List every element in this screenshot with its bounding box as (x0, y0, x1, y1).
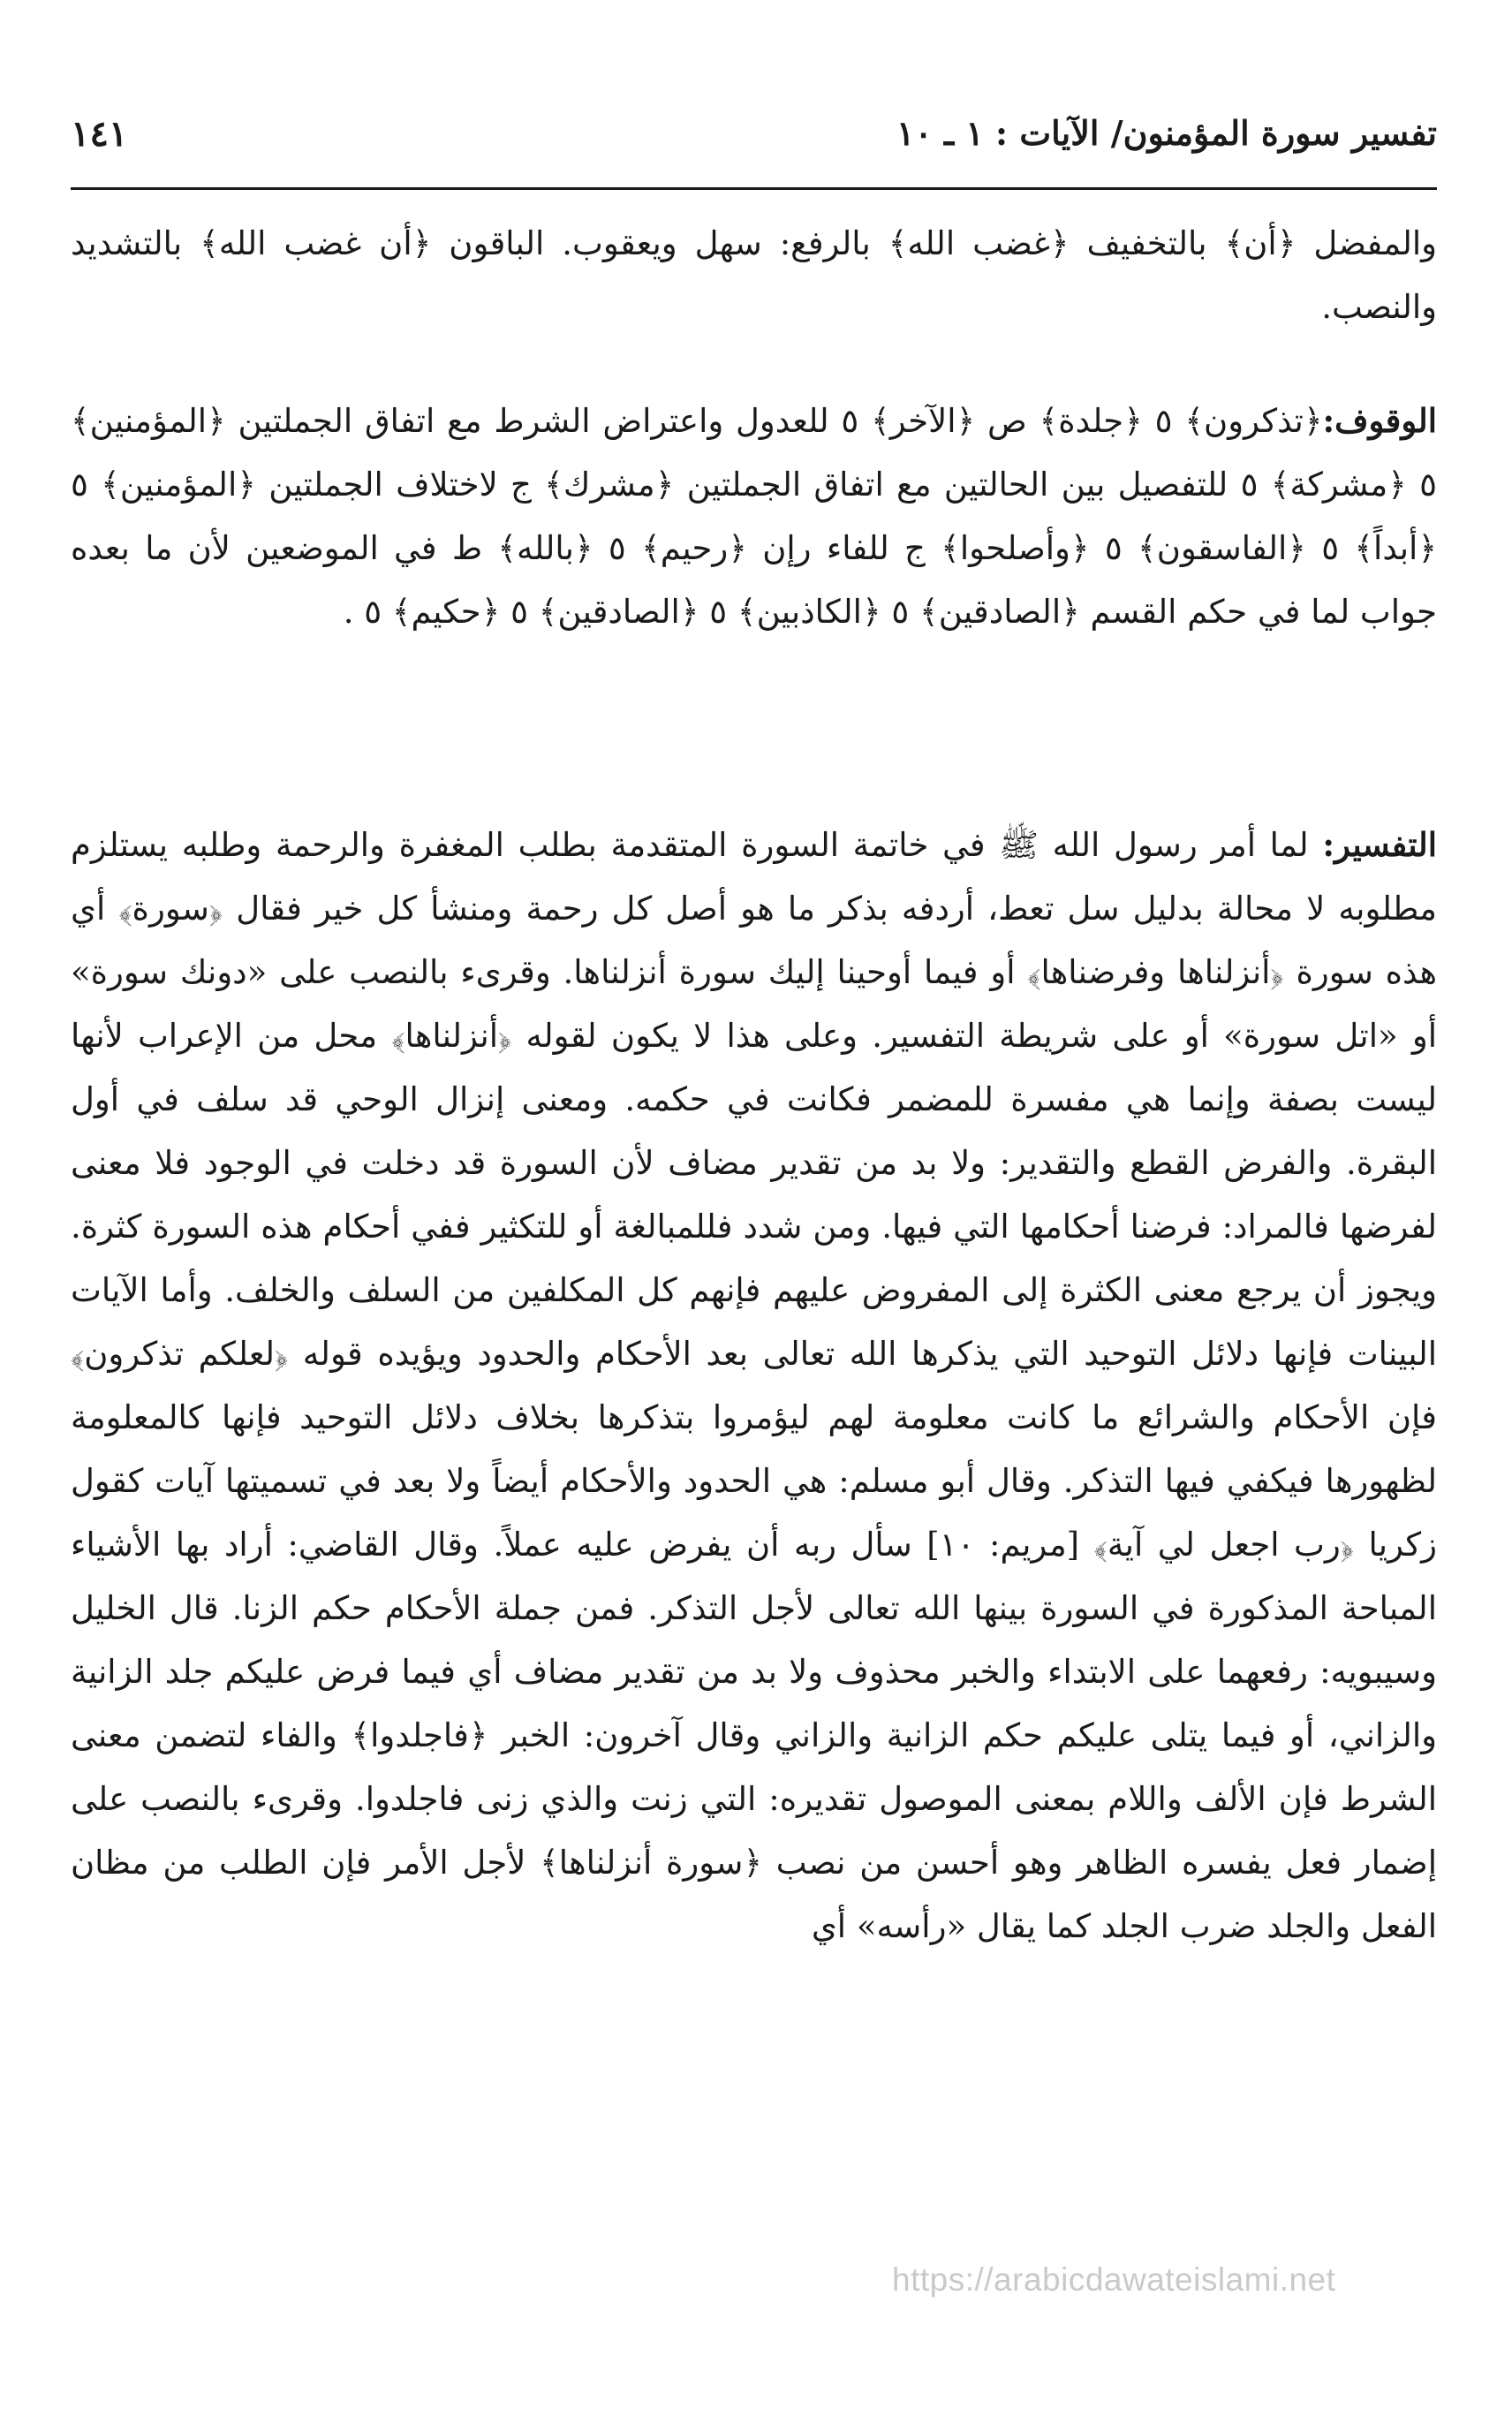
tafsir-heading: التفسير: (1322, 825, 1437, 864)
waqf-text: ﴿تذكرون﴾ ٥ ﴿جلدة﴾ ص ﴿الآخر﴾ ٥ للعدول واعتراض الشرط مع اتفاق الجملتين ﴿المؤمنين﴾ ٥ ﴿مشركة﴾ ٥ للتفصيل بين الحالتين مع اتفاق الجملتين ﴿مشرك﴾ ج لاختلاف الجملتين ﴿المؤمنين﴾ ٥ ﴿أبداً﴾ ٥ ﴿الفاسقون﴾ ٥ ﴿وأصلحوا﴾ ج للفاء رإن ﴿رحيم﴾ ٥ ﴿بالله﴾ ط في الموضعين لأن ما بعده جواب لما في حكم القسم ﴿الصادقين﴾ ٥ ﴿الكاذبين﴾ ٥ ﴿الصادقين﴾ ٥ ﴿حكيم﴾ ٥ . (71, 402, 1438, 631)
page-number: ١٤١ (71, 113, 128, 155)
page-header (71, 113, 1437, 175)
waqf-paragraph (71, 389, 1437, 644)
waqf-heading: الوقوف: (1322, 401, 1437, 440)
running-title: تفسير سورة المؤمنون/ الآيات : ١ ـ ١٠ (896, 113, 1437, 153)
tafsir-text: لما أمر رسول الله ﷺ في خاتمة السورة المتقدمة بطلب المغفرة والرحمة وطلبه يستلزم مطلوبه لا محالة بدليل سل تعط، أردفه بذكر ما هو أصل كل رحمة ومنشأ كل خير فقال ﴿سورة﴾ أي هذه سورة ﴿أنزلناها وفرضناها﴾ أو فيما أوحينا إليك سورة أنزلناها. وقرىء بالنصب على «دونك سورة» أو «اتل سورة» أو على شريطة التفسير. وعلى هذا لا يكون لقوله ﴿أنزلناها﴾ محل من الإعراب لأنها ليست بصفة وإنما هي مفسرة للمضمر فكانت في حكمه. ومعنى إنزال الوحي قد سلف في أول البقرة. والفرض القطع والتقدير: ولا بد من تقدير مضاف لأن السورة قد دخلت في الوجود فلا معنى لفرضها فالمراد: فرضنا أحكامها التي فيها. ومن شدد فللمبالغة أو للتكثير ففي أحكام هذه السورة كثرة. ويجوز أن يرجع معنى الكثرة إلى المفروض عليهم فإنهم كل المكلفين من السلف والخلف. وأما الآيات البينات فإنها دلائل التوحيد التي يذكرها الله تعالى بعد الأحكام والحدود ويؤيده قوله ﴿لعلكم تذكرون﴾ فإن الأحكام والشرائع ما كانت معلومة لهم ليؤمروا بتذكرها بخلاف دلائل التوحيد فإنها كالمعلومة لظهورها فيكفي فيها التذكر. وقال أبو مسلم: هي الحدود والأحكام أيضاً ولا بعد في تسميتها آيات كقول زكريا ﴿رب اجعل لي آية﴾ [مريم: ١٠] سأل ربه أن يفرض عليه عملاً. وقال القاضي: أراد بها الأشياء المباحة المذكورة في السورة بينها الله تعالى لأجل التذكر. فمن جملة الأحكام حكم الزنا. قال الخليل وسيبويه: رفعهما على الابتداء والخبر محذوف ولا بد من تقدير مضاف أي فيما فرض عليكم جلد الزانية والزاني، أو فيما يتلى عليكم حكم الزانية والزاني وقال آخرون: الخبر ﴿فاجلدوا﴾ والفاء لتضمن معنى الشرط فإن الألف واللام بمعنى الموصول تقديره: التي زنت والذي زنى فاجلدوا. وقرىء بالنصب على إضمار فعل يفسره الظاهر وهو أحسن من نصب ﴿سورة أنزلناها﴾ لأجل الأمر فإن الطلب من مظان الفعل والجلد ضرب الجلد كما يقال «رأسه» أي (71, 826, 1437, 1945)
source-watermark: https://arabicdawateislami.net (892, 2261, 1336, 2298)
tafsir-paragraph (71, 813, 1437, 1958)
readings-paragraph: والمفضل ﴿أن﴾ بالتخفيف ﴿غضب الله﴾ بالرفع: سهل ويعقوب. الباقون ﴿أن غضب الله﴾ بالتشديد والنصب. (71, 224, 1437, 326)
header-divider (71, 187, 1437, 190)
